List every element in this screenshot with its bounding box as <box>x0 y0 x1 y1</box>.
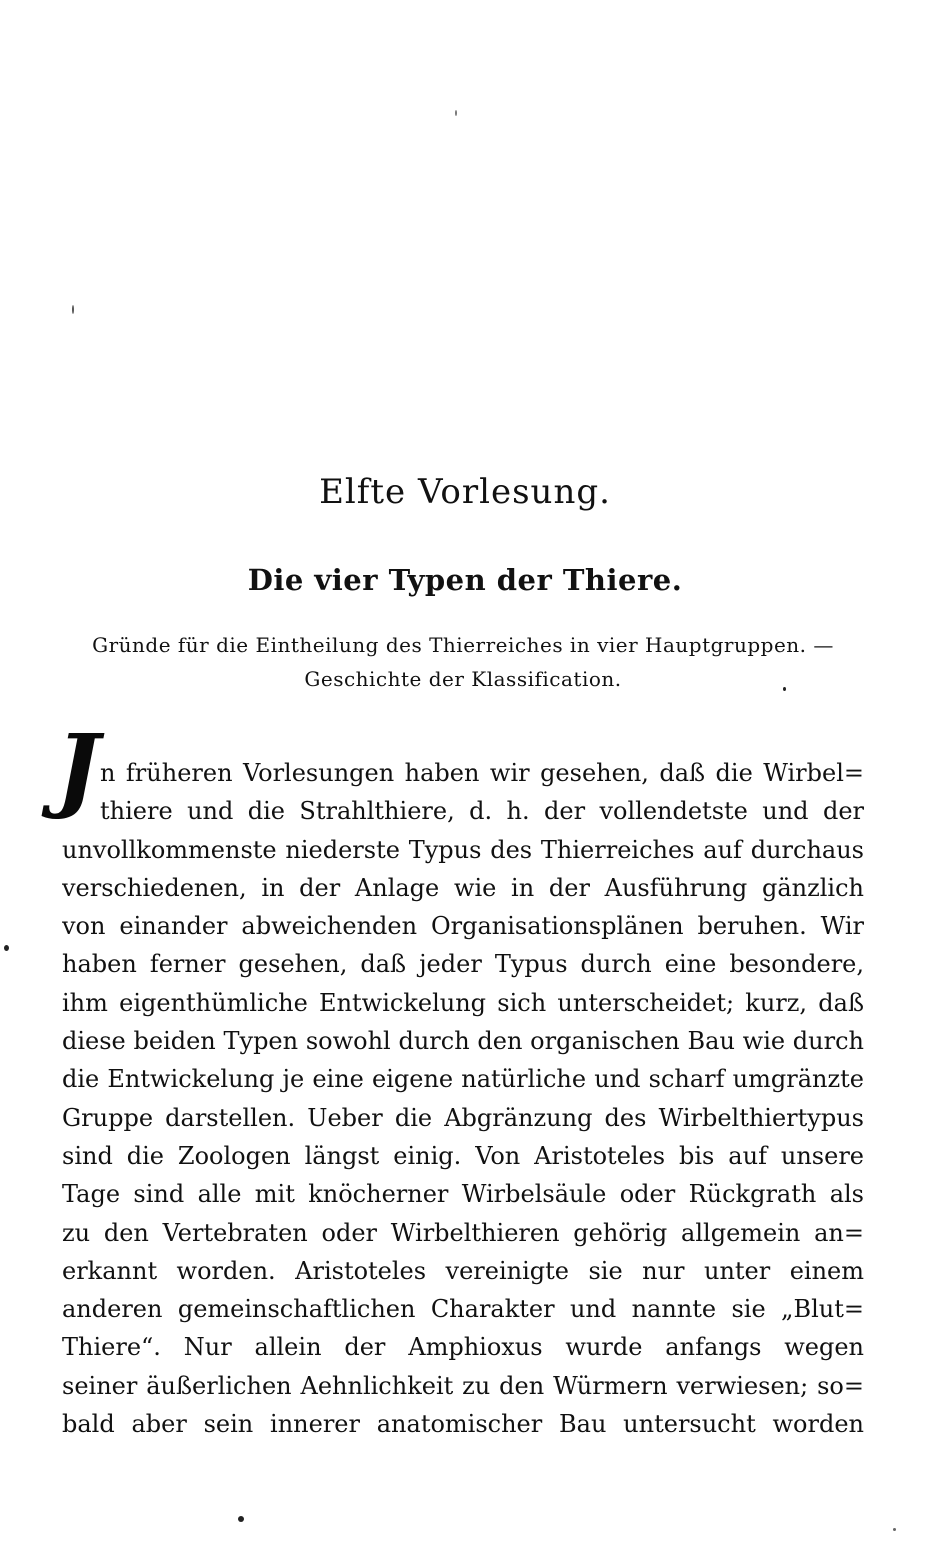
text-line: die Entwickelung je eine eigene natürliche und scharf umgränzte <box>62 1065 864 1094</box>
chapter-summary <box>58 628 868 696</box>
text-line: von einander abweichenden Organisationsplänen beruhen. Wir <box>62 912 864 941</box>
body-paragraph <box>62 754 864 1443</box>
text-line: diese beiden Typen sowohl durch den organischen Bau wie durch <box>62 1027 864 1056</box>
text-line: n früheren Vorlesungen haben wir gesehen, daß die Wirbel= <box>100 759 864 787</box>
lecture-title: Elfte Vorlesung. <box>319 472 611 512</box>
scan-speck <box>893 1528 896 1531</box>
text-line: unvollkommenste niederste Typus des Thierreiches auf durchaus <box>62 835 864 864</box>
text-line: ihm eigenthümliche Entwickelung sich unterscheidet; kurz, daß <box>62 988 864 1017</box>
text-line: bald aber sein innerer anatomischer Bau untersucht worden <box>62 1410 864 1439</box>
scan-speck <box>238 1516 244 1522</box>
text-line: seiner äußerlichen Aehnlichkeit zu den Würmern verwiesen; so= <box>62 1371 864 1400</box>
scan-speck <box>4 945 9 951</box>
text-line: haben ferner gesehen, daß jeder Typus durch eine besondere, <box>62 950 864 979</box>
chapter-title: Die vier Typen der Thiere. <box>247 563 683 597</box>
scan-speck <box>455 110 457 116</box>
summary-line: Geschichte der Klassification. <box>304 667 622 691</box>
summary-line: Gründe für die Eintheilung des Thierreiches in vier Hauptgruppen. — <box>92 633 834 657</box>
text-line: thiere und die Strahlthiere, d. h. der vollendetste und der <box>100 797 864 826</box>
text-line: Tage sind alle mit knöcherner Wirbelsäule oder Rückgrath als <box>62 1180 864 1209</box>
text-line: erkannt worden. Aristoteles vereinigte sie nur unter einem <box>62 1256 864 1285</box>
text-line: verschiedenen, in der Anlage wie in der Ausführung gänzlich <box>62 873 864 902</box>
text-line: sind die Zoologen längst einig. Von Aristoteles bis auf unsere <box>62 1141 864 1170</box>
scan-speck <box>783 687 786 691</box>
drop-cap-initial: J <box>56 714 100 822</box>
scan-speck <box>72 305 74 314</box>
text-line: Thiere“. Nur allein der Amphioxus wurde anfangs wegen <box>62 1333 864 1362</box>
text-line: Gruppe darstellen. Ueber die Abgränzung des Wirbelthiertypus <box>62 1103 864 1132</box>
text-line: zu den Vertebraten oder Wirbelthieren gehörig allgemein an= <box>62 1218 864 1247</box>
text-line: anderen gemeinschaftlichen Charakter und nannte sie „Blut= <box>62 1295 864 1324</box>
